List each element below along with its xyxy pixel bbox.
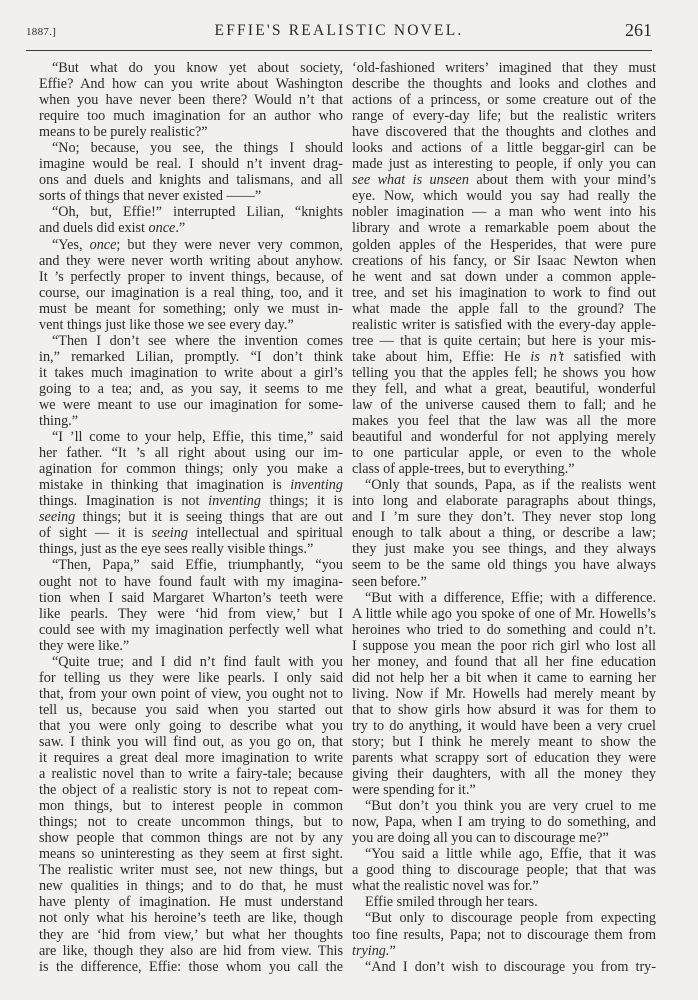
text-line: have plenty of imagination. He must understand bbox=[39, 894, 343, 911]
text-line: creations of his fancy, or Sir Isaac Newton when bbox=[352, 252, 656, 269]
text-line: tree, and set his imagination to work to find out bbox=[352, 284, 656, 301]
text-line: I suppose you mean the poor rich girl who lost all bbox=[352, 637, 656, 654]
paragraph bbox=[352, 894, 656, 910]
paragraph bbox=[352, 60, 656, 477]
text-line: golden apples of the Hesperides, that were pure bbox=[352, 236, 656, 253]
text-line: “Then I don’t see where the invention comes bbox=[52, 332, 343, 349]
text-line: tell us, because you said when you started out bbox=[39, 701, 343, 718]
text-line: were spending for it.” bbox=[352, 782, 476, 799]
text-line: thing.” bbox=[39, 413, 79, 430]
text-line: vent things just like those we see every day.” bbox=[39, 316, 294, 333]
text-line: in,” remarked Lilian, promptly. “I don’t think bbox=[39, 348, 343, 365]
header-title: EFFIE'S REALISTIC NOVEL. bbox=[214, 22, 464, 39]
text-line: of sight — it is seeing intellectual and spiritual bbox=[39, 525, 343, 542]
text-line: seeing things; but it is seeing things that are out bbox=[39, 509, 343, 526]
text-line: a realistic novel than to write a fairy-tale; because bbox=[39, 766, 343, 783]
text-line: must be meant for something; only we must in- bbox=[39, 300, 343, 317]
text-line: it requires a great deal more imagination to write bbox=[39, 750, 343, 767]
text-line: ought not to have found fault with my imagina- bbox=[39, 573, 343, 590]
text-line: law of the universe caused them to fall; and he bbox=[352, 396, 656, 413]
text-line: going to a tea; and, as you say, it seems to me bbox=[39, 380, 343, 397]
text-line: did not help her a bit when it came to earning her bbox=[352, 669, 656, 686]
text-line: not only what his heroine’s teeth are like, though bbox=[39, 910, 343, 927]
paragraph bbox=[39, 429, 343, 557]
text-line: her money, and found that all her fine education bbox=[352, 653, 656, 670]
paragraph bbox=[39, 237, 343, 333]
text-line: means to be purely realistic?” bbox=[39, 124, 208, 141]
text-line: too fine results, Papa; not to discourage them from bbox=[352, 926, 656, 943]
text-line: “But with a difference, Effie; with a difference. bbox=[365, 589, 656, 606]
text-line: her father. “It ’s all right about using our im- bbox=[39, 445, 343, 462]
text-line: story; but I think he merely meant to show the bbox=[352, 733, 656, 750]
paragraph bbox=[39, 654, 343, 975]
text-line: “Oh, but, Effie!” interrupted Lilian, “knights bbox=[52, 204, 343, 221]
text-line: The realistic writer must see, not new things, but bbox=[39, 862, 343, 879]
text-line: beautiful and wonderful for not applying merely bbox=[352, 429, 656, 446]
paragraph bbox=[352, 846, 656, 894]
text-line: course, our imagination is a real thing, too, and it bbox=[39, 284, 343, 301]
text-line: ons and duels and knights and talismans, and all bbox=[39, 172, 343, 189]
text-line: that, from your own point of view, you ought not to bbox=[39, 685, 343, 702]
text-line: “But only to discourage people from expecting bbox=[365, 910, 656, 927]
text-line: saw. I think you will find out, as you go on, that bbox=[39, 733, 343, 750]
paragraph bbox=[39, 60, 343, 140]
text-line: class of apple-trees, but to everything.” bbox=[352, 461, 575, 478]
text-line: you are doing all you can to discourage me?” bbox=[352, 830, 609, 847]
text-line: they just make you see things, and they always bbox=[352, 541, 656, 558]
text-line: imagine would be real. I should n’t invent drag- bbox=[39, 156, 343, 173]
paragraph bbox=[352, 477, 656, 589]
text-line: “And I don’t wish to discourage you from try- bbox=[365, 958, 656, 975]
text-line: ‘old-fashioned writers’ imagined that they must bbox=[352, 60, 656, 76]
text-line: means so uninteresting as they seem at first sight. bbox=[39, 846, 343, 863]
paragraph bbox=[352, 590, 656, 799]
text-line: makes you feel that the law was all the more bbox=[352, 413, 656, 430]
text-line: A little while ago you spoke of one of Mr. Howells’s bbox=[352, 605, 656, 622]
text-line: “But don’t you think you are very cruel to me bbox=[365, 798, 656, 815]
text-line: the object of a realistic story is not to repeat com- bbox=[39, 782, 343, 799]
text-line: “No; because, you see, the things I should bbox=[52, 140, 343, 157]
text-line: that to show girls how absurd it was for them to bbox=[352, 701, 656, 718]
text-line: enough to talk about a thing, or describe a law; bbox=[352, 525, 656, 542]
text-line: and I ’m sure they don’t. They never stop long bbox=[352, 509, 656, 526]
text-line: “Then, Papa,” said Effie, triumphantly, “you bbox=[52, 557, 343, 574]
text-line: It ’s perfectly proper to invent things, because, of bbox=[39, 268, 343, 285]
text-line: sorts of things that never existed ——” bbox=[39, 188, 262, 205]
text-line: Effie? And how can you write about Washington bbox=[39, 76, 343, 93]
text-line: things, just as the eye sees really visible things.” bbox=[39, 541, 314, 558]
text-line: a good thing to discourage people; that that was bbox=[352, 862, 656, 879]
text-line: “Only that sounds, Papa, as if the realists went bbox=[365, 477, 656, 494]
text-line: now, Papa, when I am trying to do something, and bbox=[352, 814, 656, 831]
text-line: it takes much imagination to write about a girl’s bbox=[39, 364, 343, 381]
text-line: when you have never been there? Would n’t that bbox=[39, 92, 343, 109]
text-line: mon things, but to interest people in common bbox=[39, 798, 343, 815]
text-line: things; not to create uncommon things, but to bbox=[39, 814, 343, 831]
text-line: are like, though they also are hid from view. This bbox=[39, 942, 343, 959]
text-line: new qualities in things; and to do that, he must bbox=[39, 878, 343, 895]
text-line: parents what scrappy sort of education they were bbox=[352, 750, 656, 767]
text-line: show people that common things are not by any bbox=[39, 830, 343, 847]
text-line: “You said a little while ago, Effie, that it was bbox=[365, 846, 656, 863]
text-line: tion when I said Margaret Wharton’s teeth were bbox=[39, 589, 343, 606]
text-line: they fell, and what a great, beautiful, wonderful bbox=[352, 380, 656, 397]
running-header bbox=[26, 18, 652, 42]
text-line: mistake in thinking that imagination is inventing bbox=[39, 477, 343, 494]
paragraph bbox=[39, 204, 343, 236]
text-line: made just as interesting to people, if only you can bbox=[352, 156, 656, 173]
paragraph bbox=[39, 140, 343, 204]
text-line: realistic writer is satisfied with the every-day apple- bbox=[352, 316, 656, 333]
paragraph bbox=[39, 333, 343, 429]
text-line: could see with my imagination perfectly well what bbox=[39, 621, 343, 638]
text-line: giving their daughters, with all the money they bbox=[352, 766, 656, 783]
text-line: tree — that is quite certain; but here is your mis- bbox=[352, 332, 656, 349]
text-line: things. Imagination is not inventing things; it is bbox=[39, 493, 343, 510]
text-line: see what is unseen about them with your mind’s bbox=[352, 172, 656, 189]
text-line: actions of a princess, or some creature out of the bbox=[352, 92, 656, 109]
text-line: and duels did exist once.” bbox=[39, 220, 186, 237]
text-line: require too much imagination for an author who bbox=[39, 108, 343, 125]
text-line: they are ‘hid from view,’ but what her thoughts bbox=[39, 926, 343, 943]
text-line: trying.” bbox=[352, 942, 396, 959]
paragraph bbox=[352, 910, 656, 958]
text-line: living. Now if Mr. Howells had merely meant by bbox=[352, 685, 656, 702]
text-line: and they were never worth writing about anyhow. bbox=[39, 252, 343, 269]
text-line: describe the thoughts and looks and clothes and bbox=[352, 76, 656, 93]
text-line: seen before.” bbox=[352, 573, 427, 590]
left-column bbox=[39, 60, 343, 975]
text-line: what made the apple fall to the ground? The bbox=[352, 300, 656, 317]
text-line: is the difference, Effie: those whom you call the bbox=[39, 958, 343, 975]
text-line: he went and sat down under a common apple- bbox=[352, 268, 656, 285]
text-line: telling you that the apples fell; he shows you how bbox=[352, 364, 656, 381]
text-line: Effie smiled through her tears. bbox=[365, 894, 538, 911]
text-line: have discovered that the thoughts and clothes and bbox=[352, 124, 656, 141]
text-line: into long and elaborate paragraphs about things, bbox=[352, 493, 656, 510]
paragraph bbox=[352, 798, 656, 846]
text-line: seem to be the same old things you have always bbox=[352, 557, 656, 574]
text-line: “Yes, once; but they were never very common, bbox=[52, 236, 343, 253]
page-number: 261 bbox=[625, 20, 652, 40]
text-line: range of every-day life; but the realistic writers bbox=[352, 108, 656, 125]
text-line: “I ’ll come to your help, Effie, this time,” said bbox=[52, 429, 343, 446]
text-line: heroines who tried to do something and could n’t. bbox=[352, 621, 656, 638]
text-line: we were meant to use our imagination for some- bbox=[39, 396, 343, 413]
text-line: try to do anything, it would have been a very cruel bbox=[352, 717, 656, 734]
text-line: nobler imagination — a man who went into his bbox=[352, 204, 656, 221]
text-line: like pearls. They were ‘hid from view,’ but I bbox=[39, 605, 343, 622]
text-line: that you were only going to describe what you bbox=[39, 717, 343, 734]
text-line: looks and actions of a little beggar-girl can be bbox=[352, 140, 656, 157]
paragraph bbox=[352, 959, 656, 975]
text-line: to one particular apple, or even to the whole bbox=[352, 445, 656, 462]
text-line: eye. Now, which would you say had really the bbox=[352, 188, 656, 205]
text-line: what the realistic novel was for.” bbox=[352, 878, 539, 895]
text-line: they were like.” bbox=[39, 637, 130, 654]
text-line: for telling us they were like pearls. I only said bbox=[39, 669, 343, 686]
text-line: “Quite true; and I did n’t find fault with you bbox=[52, 653, 343, 670]
text-line: “But what do you know yet about society, bbox=[52, 60, 343, 76]
header-date: 1887.] bbox=[26, 26, 57, 38]
right-column bbox=[352, 60, 656, 975]
text-line: take about him, Effie: He is n’t satisfied with bbox=[352, 348, 656, 365]
text-line: agination for common things; only you make a bbox=[39, 461, 343, 478]
paragraph bbox=[39, 557, 343, 653]
text-line: library and wrote a remarkable poem about the bbox=[352, 220, 656, 237]
header-rule bbox=[26, 50, 652, 51]
